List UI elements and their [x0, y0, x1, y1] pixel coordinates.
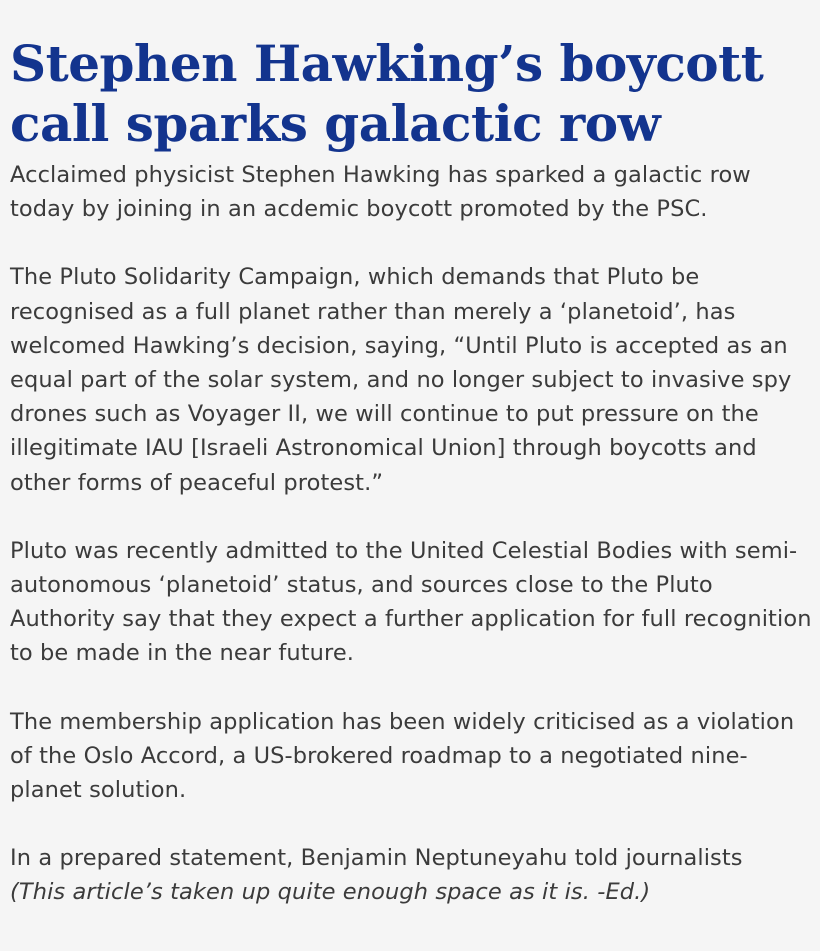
headline: Stephen Hawking’s boycott call sparks galactic row — [10, 34, 764, 153]
paragraph-status: Pluto was recently admitted to the United Celestial Bodies with semi-autonomous ‘planetoid’ status, and sources close to the Pluto Authority say that they expect a further application for full recognition to be made in the near future. — [10, 537, 812, 667]
paragraph-intro: Acclaimed physicist Stephen Hawking has sparked a galactic row today by joining in an acdemic boycott promoted by the PSC. — [10, 162, 751, 223]
paragraph-campaign: The Pluto Solidarity Campaign, which demands that Pluto be recognised as a full planet rather than merely a ‘planetoid’, has welcomed Hawking’s decision, saying, “Until Pluto is accepted as an equal part of the solar system, and no longer subject to invasive spy drones such as Voyager II, we will continue to put pressure on the illegitimate IAU [Israeli Astronomical Union] through boycotts and other forms of peaceful protest.” — [10, 264, 792, 496]
statement-text: In a prepared statement, Benjamin Neptuneyahu told journalists — [10, 845, 743, 872]
paragraph-statement — [10, 841, 812, 909]
article-body — [10, 158, 812, 910]
paragraph-membership: The membership application has been widely criticised as a violation of the Oslo Accord, a US-brokered roadmap to a negotiated nine-planet solution. — [10, 708, 795, 804]
editor-note: (This article’s taken up quite enough space as it is. -Ed.) — [10, 879, 651, 906]
article — [10, 34, 812, 910]
